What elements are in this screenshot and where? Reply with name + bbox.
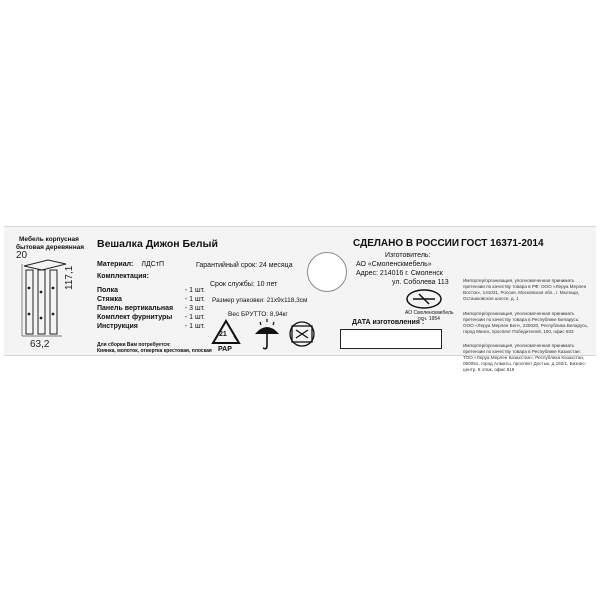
manufacturer-logo-icon (405, 288, 443, 310)
item-name: Инструкция (97, 323, 138, 330)
material-line (97, 260, 164, 269)
importer-ru: Импортер/организация, уполномоченная принимать претензии по качеству товара в РФ: ООО «Леруа Мерлен Восток», 141031, Россия, Московская обл., г. Мытищи, Осташковское шоссе, д. 1 (463, 278, 587, 301)
gost-text: ГОСТ 16371-2014 (461, 238, 544, 249)
category-line-1: Мебель корпусная (19, 236, 79, 243)
service-life-text: Срок службы: 10 лет (210, 281, 278, 288)
recycle-number: 21 (219, 331, 227, 338)
logo-caption: АО Смоленскмебель (405, 310, 454, 316)
item-name: Полка (97, 287, 118, 294)
package-size-text: Размер упаковки: 21х9х118,3см (212, 297, 308, 304)
item-qty: - 1 шт. (184, 323, 205, 330)
importer-by: Импортер/организация, уполномоченная принимать претензии по качеству товара в Республике Беларусь: ООО «Леруа Мерлен Бел», 220020, Республика Беларусь, город Минск, проспект Победителей, 100, офис 503 (463, 311, 589, 334)
no-wet-cleaning-icon (288, 320, 316, 348)
list-item (97, 304, 205, 313)
category-line-2: бытовая деревянная (16, 244, 85, 251)
set-label: Комплектация: (97, 273, 149, 280)
date-label: ДАТА изготовления : (352, 319, 425, 326)
list-item (97, 322, 205, 331)
made-in-russia: СДЕЛАНО В РОССИИ (353, 238, 460, 249)
item-qty: - 1 шт. (184, 287, 205, 294)
recycle-label: PAP (218, 346, 232, 353)
tools-note (97, 342, 212, 354)
logo-since: осн. 1954 (418, 316, 440, 322)
item-name: Стяжка (97, 296, 122, 303)
material-label: Материал: (97, 261, 134, 268)
item-name: Панель вертикальная (97, 305, 174, 312)
item-qty: - 1 шт. (184, 296, 205, 303)
item-name: Комплект фурнитуры (97, 314, 173, 321)
manufacturer-address-2: ул. Соболева 113 (392, 279, 449, 286)
gross-weight-text: Вес БРУТТО: 8,94кг (228, 311, 288, 318)
list-item (97, 286, 205, 295)
manufacturer-label: Изготовитель: (385, 252, 431, 259)
hanger-drawing-icon (18, 258, 72, 340)
item-qty: - 1 шт. (184, 314, 205, 321)
set-list (97, 286, 205, 331)
stamp-circle (307, 252, 347, 292)
keep-dry-umbrella-icon (252, 318, 282, 354)
tools-line-1: Для сборки Вам потребуется: (97, 342, 171, 348)
dimension-depth: 20 (16, 250, 28, 261)
manufacturer-name: АО «Смоленскмебель» (356, 261, 432, 268)
dimension-height: 117,1 (64, 265, 75, 290)
item-qty: - 3 шт. (184, 305, 205, 312)
dimension-width: 63,2 (30, 339, 50, 350)
importer-kz: Импортер/организация, уполномоченная принимать претензии по качеству товара в Республике Казахстан: ТОО «Леруа Мерлен Казахстан», Республика Казахстан, 050051, город Алматы, проспект Достык, д.192/1, Бизнес-центр, 8 этаж, офис 819 (463, 343, 587, 372)
list-item (97, 313, 205, 322)
material-value: ЛДСтП (141, 261, 164, 268)
warranty-text: Гарантийный срок: 24 месяца (196, 262, 293, 269)
manufacturer-address-1: Адрес: 214016 г. Смоленск (356, 270, 443, 277)
list-item (97, 295, 205, 304)
product-title: Вешалка Дижон Белый (97, 238, 218, 250)
date-field (340, 329, 442, 349)
tools-line-2: Киянка, молоток, отвертка крестовая, плоская (97, 348, 212, 354)
